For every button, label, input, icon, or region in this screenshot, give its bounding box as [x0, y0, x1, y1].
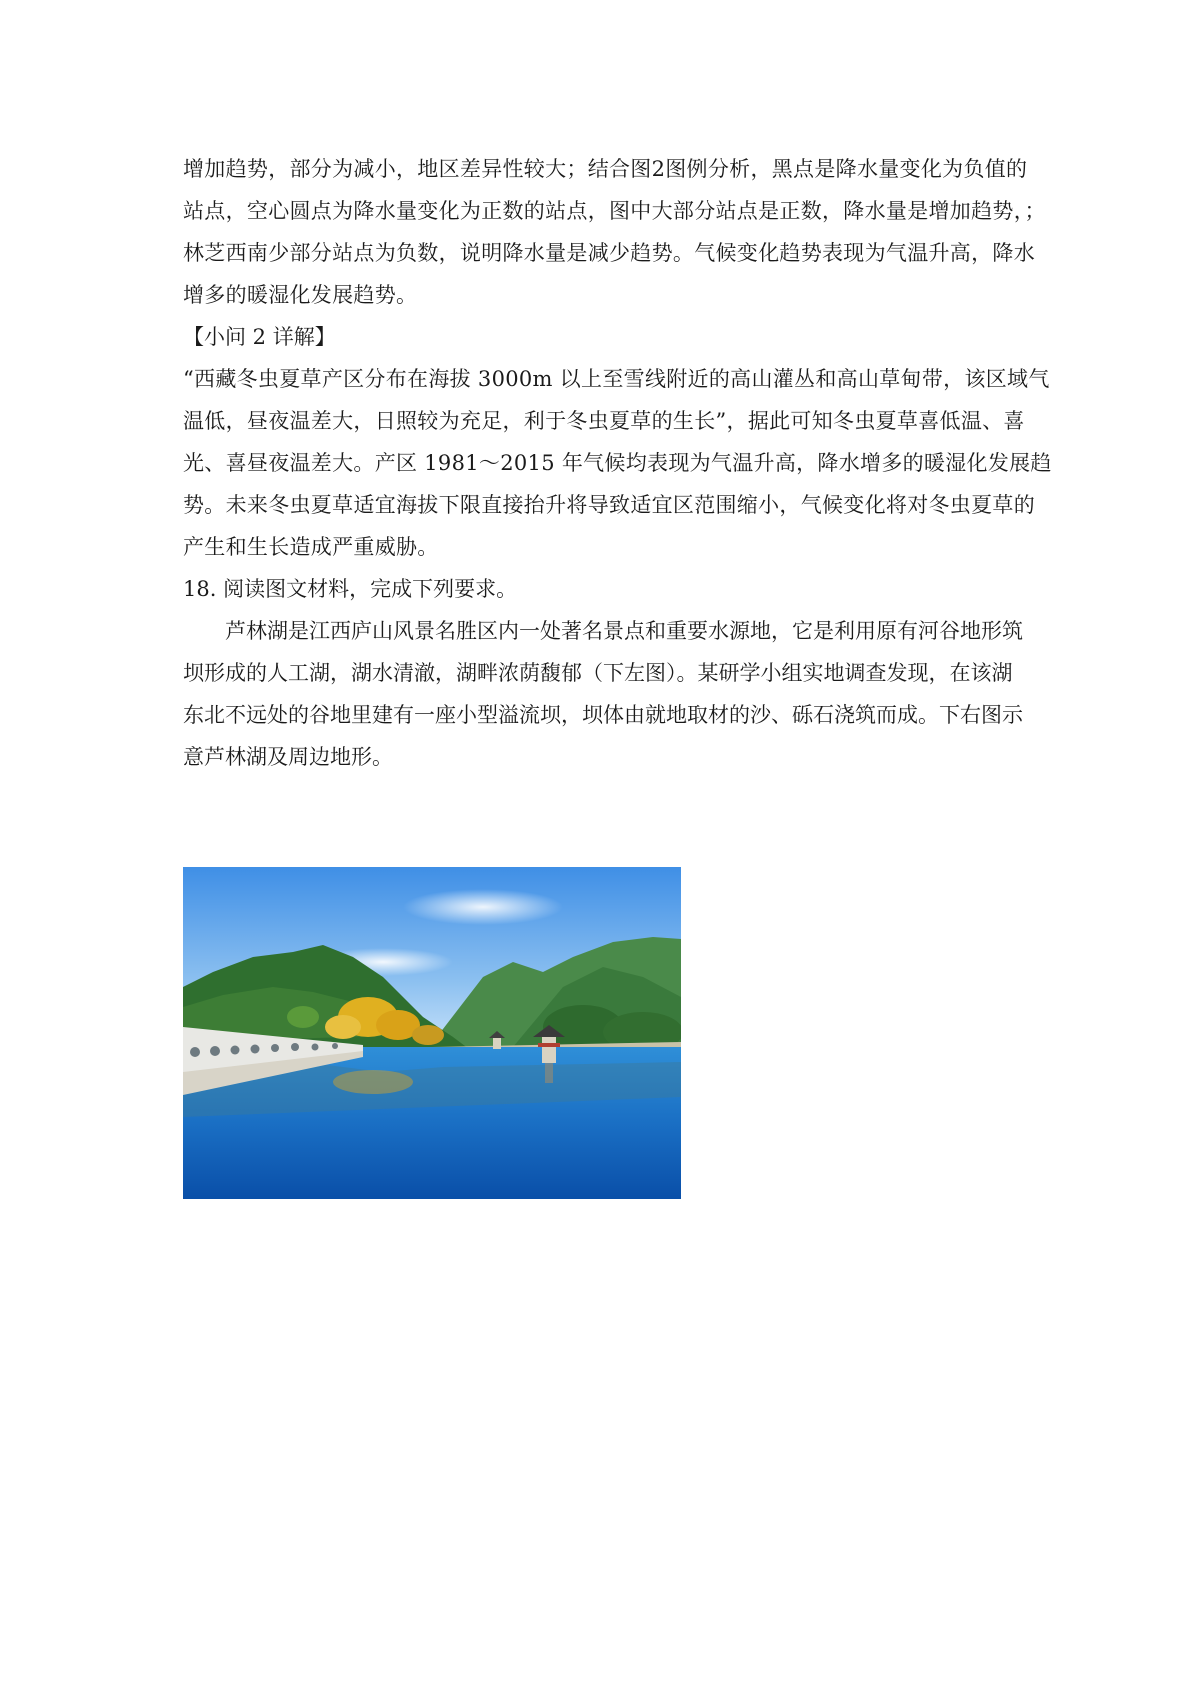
- text-line: 产生和生长造成严重威胁。: [183, 535, 439, 559]
- cloud: [403, 889, 563, 925]
- text-line: 芦林湖是江西庐山风景名胜区内一处著名景点和重要水源地，它是利用原有河谷地形筑: [225, 619, 1023, 643]
- lake-landscape-photo: [183, 867, 681, 1199]
- pagoda-tower-body: [542, 1037, 556, 1063]
- pagoda-railing: [538, 1043, 560, 1047]
- text-line: 温低，昼夜温差大，日照较为充足，利于冬虫夏草的生长”，据此可知冬虫夏草喜低温、喜: [183, 409, 1025, 433]
- autumn-tree: [325, 1015, 361, 1039]
- autumn-tree: [412, 1025, 444, 1045]
- paragraph-precipitation-analysis: [183, 148, 1046, 316]
- text-line: 光、喜昼夜温差大。产区 1981～2015 年气候均表现为气温升高，降水增多的暖湿化发展趋: [183, 451, 1052, 475]
- text-line: 东北不远处的谷地里建有一座小型溢流坝，坝体由就地取材的沙、砾石浇筑而成。下右图示: [183, 703, 1023, 727]
- text-line: 坝形成的人工湖，湖水清澈，湖畔浓荫馥郁（下左图）。某研学小组实地调查发现，在该湖: [183, 661, 1013, 685]
- question-18-title: 18. 阅读图文材料，完成下列要求。: [183, 577, 518, 601]
- lake-photo-illustration: [183, 867, 681, 1199]
- text-line: 意芦林湖及周边地形。: [183, 745, 393, 769]
- small-pavilion: [493, 1037, 501, 1049]
- text-line: 林芝西南少部分站点为负数，说明降水量是减少趋势。气候变化趋势表现为气温升高，降水: [183, 241, 1035, 265]
- document-content: [183, 148, 1052, 778]
- green-tree: [287, 1006, 319, 1028]
- subquestion-2-heading: 【小问 2 详解】: [183, 325, 336, 349]
- text-line: 站点，空心圆点为降水量变化为正数的站点，图中大部分站点是正数，降水量是增加趋势，；: [183, 199, 1046, 223]
- text-line: “西藏冬虫夏草产区分布在海拔 3000m 以上至雪线附近的高山灌丛和高山草甸带，该区域气: [183, 367, 1050, 391]
- tree-reflection: [333, 1070, 413, 1094]
- text-line: 增加趋势，部分为减小，地区差异性较大；结合图2图例分析，黑点是降水量变化为负值的: [183, 157, 1028, 181]
- text-line: 增多的暖湿化发展趋势。: [183, 283, 418, 307]
- paragraph-cordyceps-analysis: [183, 358, 1052, 568]
- pagoda-reflection: [545, 1063, 553, 1083]
- text-line: 势。未来冬虫夏草适宜海拔下限直接抬升将导致适宜区范围缩小，气候变化将对冬虫夏草的: [183, 493, 1035, 517]
- material-paragraph: [183, 610, 1028, 778]
